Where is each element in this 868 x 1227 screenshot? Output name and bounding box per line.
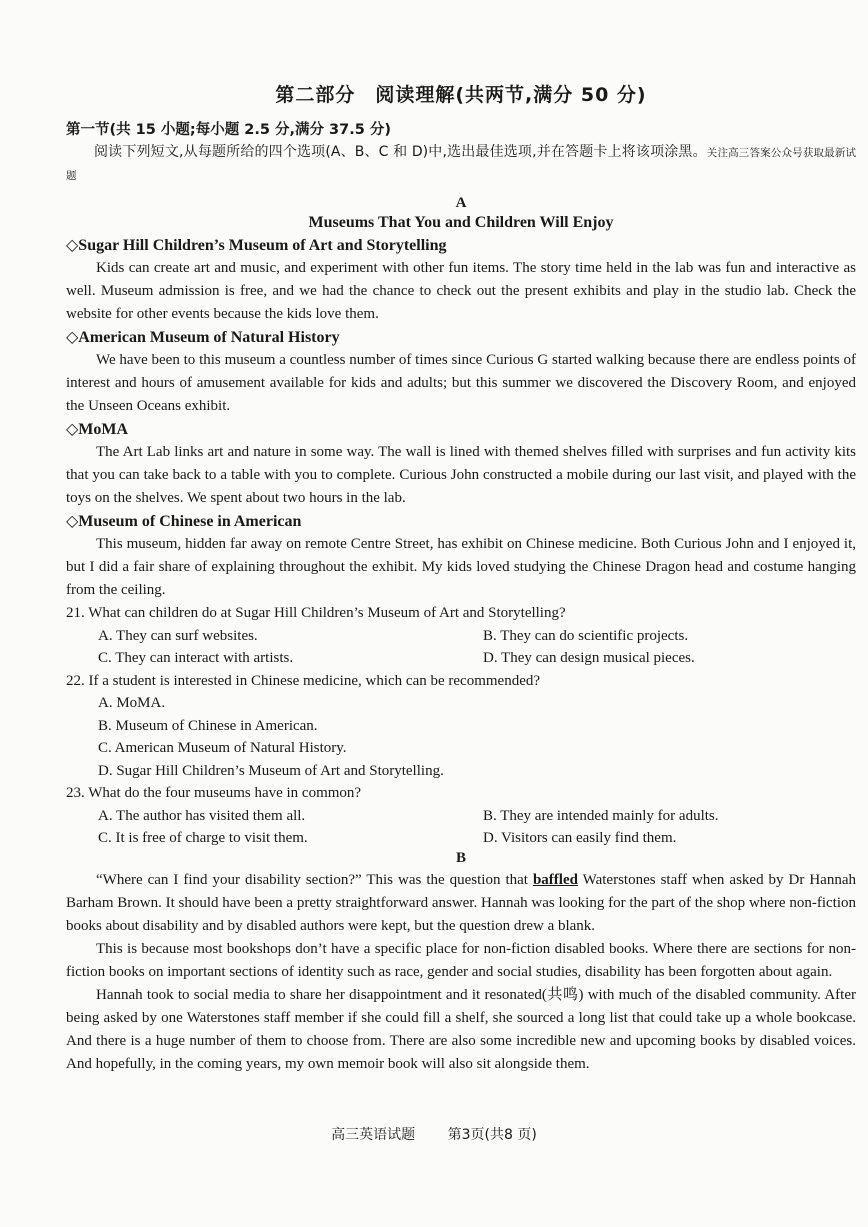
question-options [98,692,856,782]
museum-text: We have been to this museum a countless number of times since Curious G started walking because there are endless points of interest and hours of amusement available for kids and adults; but this summer we discovered the Discovery Room, and enjoyed the Unseen Oceans exhibit. [66,352,856,414]
museum-heading: ◇Museum of Chinese in American [66,513,302,530]
option: C. It is free of charge to visit them. [98,830,308,846]
keyword-baffled: baffled [532,871,578,888]
passage-a-letter: A [455,195,467,211]
question-stem: 23. What do the four museums have in common? [66,785,362,801]
footer-page-number: 第3页(共8 页) [447,1127,537,1143]
question-options [98,805,856,850]
footer-subject: 高三英语试题 [331,1127,416,1143]
watermark-note: 关注高三答案公众号获取最新试题 [66,147,857,182]
passage-b-paragraph: Hannah took to social media to share her disappointment and it resonated(共鸣) with much of the disabled community. After being asked by one Waterstones staff member if she could fill a shelf, she sourced a long list that could take up a whole bookcase. And there is a huge number of them to choose from. There are also some incredible new and upcoming books by disabled voices. And hopefully, in the coming years, my own memoir book will also sit alongside them. [66,986,856,1072]
passage-b-paragraph [66,869,856,938]
part-title: 第二部分 阅读理解(共两节,满分 50 分) [275,84,647,106]
option: C. American Museum of Natural History. [98,740,347,756]
exam-page [66,80,856,1076]
option: A. The author has visited them all. [98,807,306,824]
option: A. They can surf websites. [98,627,258,644]
instructions [66,141,856,187]
museum-text: Kids can create art and music, and experiment with other fun items. The story time held in the lab was fun and interactive as well. Museum admission is free, and we had the chance to check out the present exhibits and play in the studio lab. Check the website for other events because the kids love them. [66,260,856,322]
paragraph-text: “Where can I find your disability section?” This was the question that [96,871,533,888]
option: B. They can do scientific projects. [483,627,689,644]
passage-b-letter: B [455,849,466,866]
option: C. They can interact with artists. [98,650,294,666]
section-title: 第一节(共 15 小题;每小题 2.5 分,满分 37.5 分) [66,122,391,138]
option: D. Visitors can easily find them. [483,830,677,846]
paragraph-text: Waterstones staff when asked by Dr Hannah Barham Brown. It should have been a pretty straightforward answer. Hannah was looking for the part of the shop where non-fiction books about disability and by disabled authors were kept, but the question drew a blank. [66,871,856,934]
passage-b-paragraph: This is because most bookshops don’t have a specific place for non-fiction disabled books. Where there are sections for non-fiction books on important sections of identity such as race, gender and social studies, disability has been forgotten about again. [66,940,856,980]
museum-heading: ◇MoMA [66,421,129,438]
option: D. They can design musical pieces. [483,650,695,666]
museum-text: This museum, hidden far away on remote Centre Street, has exhibit on Chinese medicine. Both Curious John and I enjoyed it, but I did a fair share of explaining throughout the exhibit. My kids loved studying the Chinese Dragon head and costume hanging from the ceiling. [66,536,856,598]
museum-text: The Art Lab links art and nature in some way. The wall is lined with themed shelves filled with surprises and fun activity kits that you can take back to a table with you to complete. Curious John constructed a mobile during our last visit, and played with the toys on the shelves. We spent about two hours in the lab. [66,444,856,506]
question-stem: 22. If a student is interested in Chinese medicine, which can be recommended? [66,672,541,689]
passage-a-title: Museums That You and Children Will Enjoy [308,214,614,231]
museum-heading: ◇Sugar Hill Children’s Museum of Art and Storytelling [66,237,447,254]
option: B. Museum of Chinese in American. [98,717,318,734]
question-options [98,625,856,670]
option: A. MoMA. [98,695,166,711]
page-footer [0,1124,868,1144]
option: D. Sugar Hill Children’s Museum of Art and Storytelling. [98,762,444,779]
museum-heading: ◇American Museum of Natural History [66,329,340,346]
question-stem: 21. What can children do at Sugar Hill Children’s Museum of Art and Storytelling? [66,605,566,621]
option: B. They are intended mainly for adults. [483,807,719,824]
instructions-text: 阅读下列短文,从每题所给的四个选项(A、B、C 和 D)中,选出最佳选项,并在答题卡上将该项涂黑。 [94,144,707,160]
